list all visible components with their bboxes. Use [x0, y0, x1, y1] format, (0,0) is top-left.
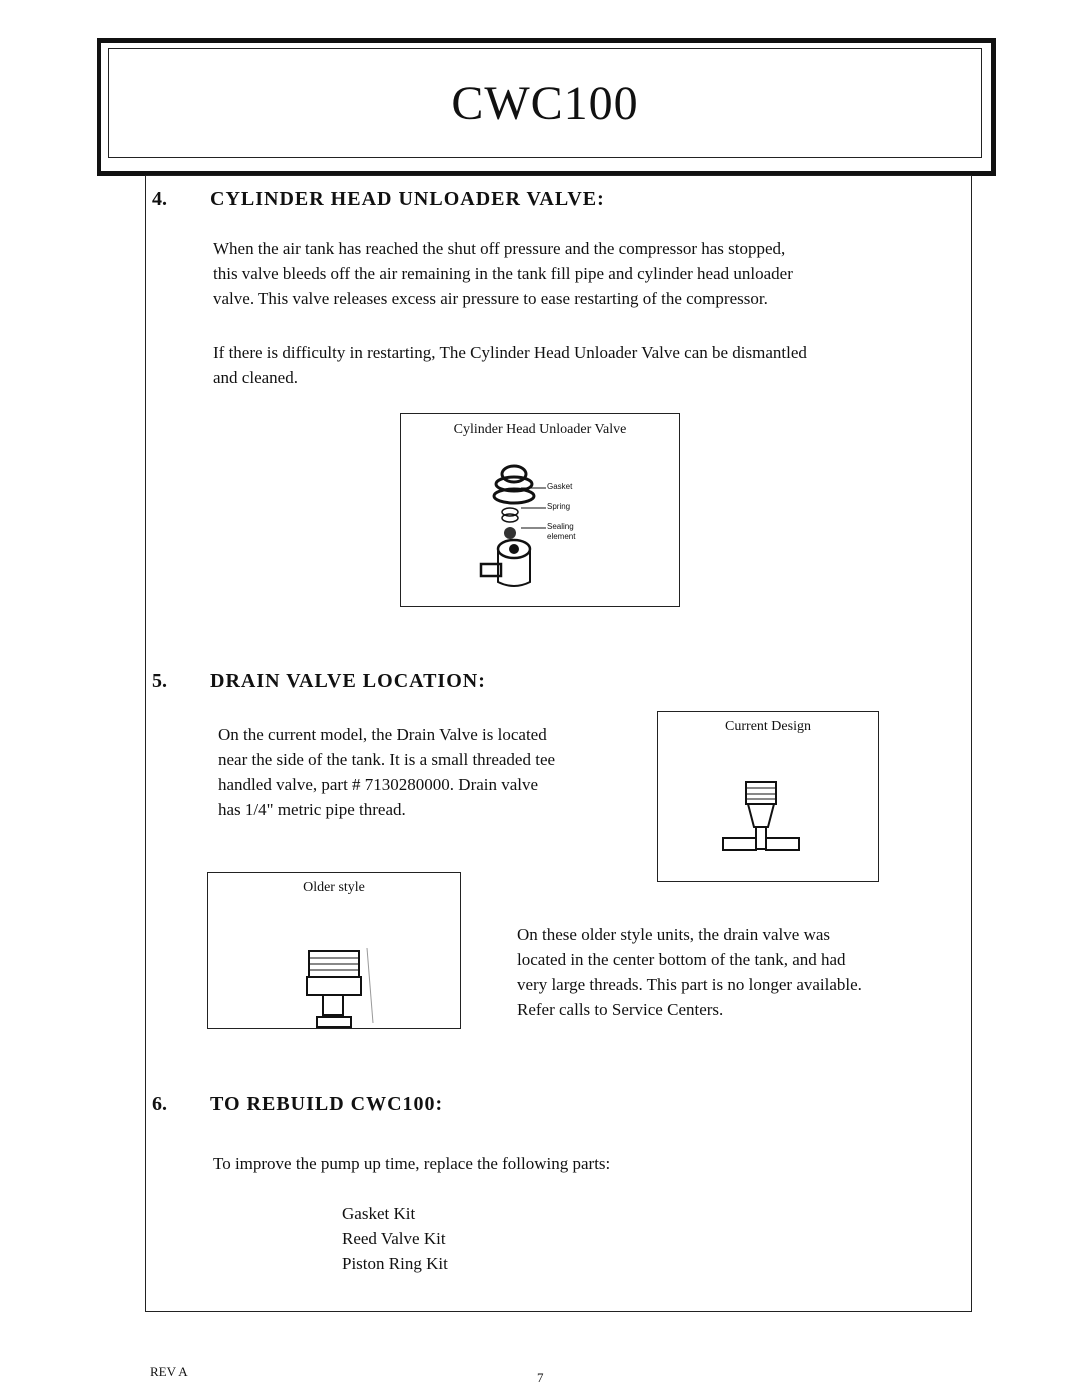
section-number: 6.: [152, 1093, 167, 1115]
figure-caption: Cylinder Head Unloader Valve: [453, 422, 627, 437]
figure-caption: Current Design: [725, 719, 811, 734]
figure-older-style: [207, 872, 461, 1029]
section-heading: TO REBUILD CWC100:: [210, 1093, 444, 1115]
paragraph: [218, 722, 658, 822]
text-line: When the air tank has reached the shut off pressure and the compressor has stopped,: [213, 239, 786, 258]
text-line: near the side of the tank. It is a small threaded tee: [218, 750, 556, 769]
text-line: and cleaned.: [213, 368, 298, 387]
text-line: has 1/4" metric pipe thread.: [218, 800, 406, 819]
text-line: valve. This valve releases excess air pressure to ease restarting of the compressor.: [213, 289, 768, 308]
section-heading: DRAIN VALVE LOCATION:: [210, 670, 486, 692]
text-line: Refer calls to Service Centers.: [517, 1000, 724, 1019]
list-item: Gasket Kit: [342, 1204, 416, 1223]
text-line: If there is difficulty in restarting, The Cylinder Head Unloader Valve can be dismantled: [213, 343, 807, 362]
document-title: CWC100: [451, 76, 639, 130]
label-element: element: [547, 532, 576, 541]
paragraph: To improve the pump up time, replace the following parts:: [213, 1154, 611, 1173]
list-item: Piston Ring Kit: [342, 1254, 448, 1273]
section-number: 4.: [152, 188, 167, 210]
text-line: On the current model, the Drain Valve is located: [218, 725, 547, 744]
paragraph: [517, 922, 977, 1022]
section-number: 5.: [152, 670, 167, 692]
tee-drain-valve-drawing: [718, 772, 828, 872]
page-number: 7: [537, 1370, 544, 1385]
section-heading: CYLINDER HEAD UNLOADER VALVE:: [210, 188, 605, 210]
text-line: this valve bleeds off the air remaining in the tank fill pipe and cylinder head unloader: [213, 264, 793, 283]
figure-current-design: [657, 711, 879, 882]
text-line: handled valve, part # 7130280000. Drain valve: [218, 775, 539, 794]
label-sealing: Sealing: [547, 522, 574, 531]
label-gasket: Gasket: [547, 482, 573, 491]
header-box: [108, 48, 982, 158]
parts-list: [342, 1201, 448, 1276]
paragraph: [213, 340, 973, 390]
older-drain-valve-drawing: [303, 943, 383, 1033]
text-line: very large threads. This part is no longer available.: [517, 975, 862, 994]
text-line: On these older style units, the drain valve was: [517, 925, 831, 944]
text-line: located in the center bottom of the tank, and had: [517, 950, 846, 969]
figure-unloader-valve: [400, 413, 680, 607]
figure-caption: Older style: [303, 880, 365, 895]
paragraph: [213, 236, 973, 311]
revision-label: REV A: [150, 1364, 188, 1379]
list-item: Reed Valve Kit: [342, 1229, 446, 1248]
label-spring: Spring: [547, 502, 571, 511]
